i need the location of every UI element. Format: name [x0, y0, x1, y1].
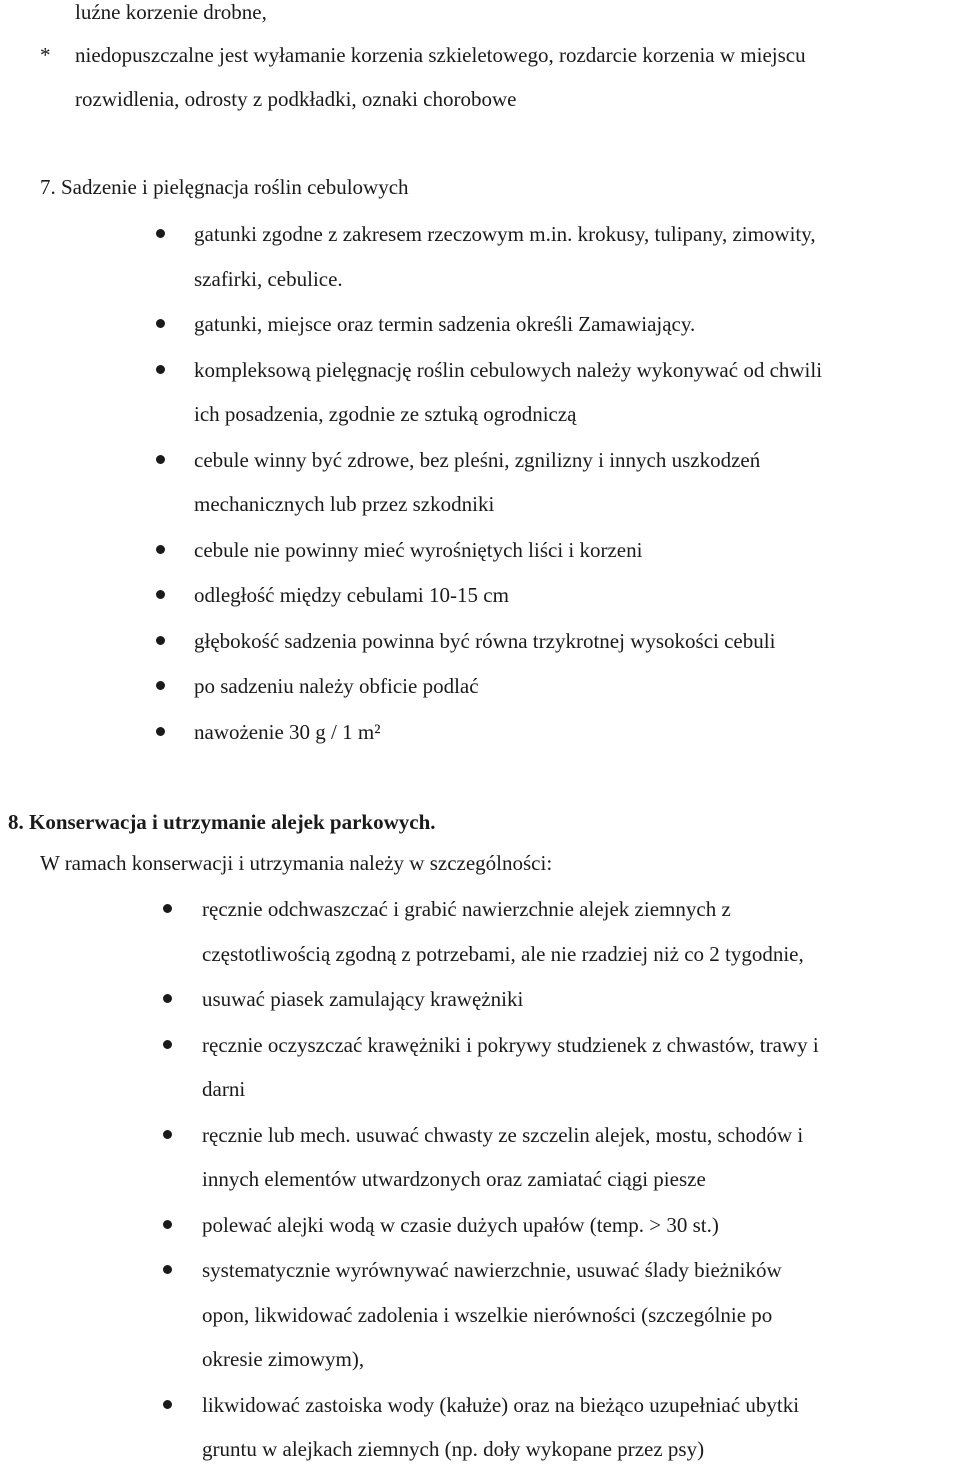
note-marker: *	[40, 43, 51, 67]
list-item-line: darni	[202, 1077, 246, 1101]
list-item-line: innych elementów utwardzonych oraz zamiatać ciągi piesze	[202, 1167, 706, 1191]
list-item-line: ręcznie odchwaszczać i grabić nawierzchnie alejek ziemnych z	[202, 897, 731, 921]
list-item-line: likwidować zastoiska wody (kałuże) oraz na bieżąco uzupełniać ubytki	[202, 1392, 800, 1417]
bullet-icon	[163, 1220, 172, 1229]
bullet-icon	[163, 1130, 172, 1139]
bullet-icon	[156, 229, 165, 238]
list-item-line: okresie zimowym),	[202, 1347, 365, 1371]
intro-line: luźne korzenie drobne,	[75, 0, 267, 24]
list-item-line: odległość między cebulami 10-15 cm	[194, 583, 509, 607]
list-item-line: ich posadzenia, zgodnie ze sztuką ogrodniczą	[194, 402, 577, 426]
note-line-2: rozwidlenia, odrosty z podkładki, oznaki chorobowe	[75, 87, 517, 111]
section-7-heading: 7. Sadzenie i pielęgnacja roślin cebulowych	[40, 175, 409, 199]
list-item-line: głębokość sadzenia powinna być równa trzykrotnej wysokości cebuli	[194, 628, 776, 653]
bullet-icon	[163, 1040, 172, 1049]
bullet-icon	[156, 636, 165, 645]
list-item-line: opon, likwidować zadolenia i wszelkie nierówności (szczególnie po	[202, 1302, 773, 1327]
list-item-line: polewać alejki wodą w czasie dużych upałów (temp. > 30 st.)	[202, 1212, 719, 1237]
list-item-line: po sadzeniu należy obficie podlać	[194, 674, 479, 698]
bullet-icon	[156, 681, 165, 690]
list-item-line: ręcznie oczyszczać krawężniki i pokrywy studzienek z chwastów, trawy i	[202, 1032, 819, 1057]
bullet-icon	[156, 590, 165, 599]
bullet-icon	[163, 994, 172, 1003]
list-item-line: nawożenie 30 g / 1 m²	[194, 719, 381, 744]
bullet-icon	[156, 455, 165, 464]
list-item-line: gatunki, miejsce oraz termin sadzenia określi Zamawiający.	[194, 312, 696, 336]
list-item-line: usuwać piasek zamulający krawężniki	[202, 987, 524, 1011]
bullet-icon	[156, 727, 165, 736]
bullet-icon	[156, 545, 165, 554]
list-item-line: szafirki, cebulice.	[194, 266, 343, 291]
list-item-line: kompleksową pielęgnację roślin cebulowych należy wykonywać od chwili	[194, 357, 823, 382]
bullet-icon	[163, 1400, 172, 1409]
bullet-icon	[163, 1265, 172, 1274]
list-item-line: systematycznie wyrównywać nawierzchnie, usuwać ślady bieżników	[202, 1258, 782, 1282]
bullet-icon	[163, 904, 172, 913]
note-line-1: niedopuszczalne jest wyłamanie korzenia szkieletowego, rozdarcie korzenia w miejscu	[75, 43, 806, 67]
list-item-line: cebule nie powinny mieć wyrośniętych liści i korzeni	[194, 537, 643, 562]
list-item-line: gruntu w alejkach ziemnych (np. doły wykopane przez psy)	[202, 1437, 705, 1461]
list-item-line: mechanicznych lub przez szkodniki	[194, 492, 495, 516]
bullet-icon	[156, 365, 165, 374]
list-item-line: cebule winny być zdrowe, bez pleśni, zgnilizny i innych uszkodzeń	[194, 447, 761, 472]
section-8-intro: W ramach konserwacji i utrzymania należy w szczególności:	[40, 851, 553, 875]
bullet-icon	[156, 319, 165, 328]
list-item-line: ręcznie lub mech. usuwać chwasty ze szczelin alejek, mostu, schodów i	[202, 1122, 804, 1147]
section-8-heading: 8. Konserwacja i utrzymanie alejek parkowych.	[8, 810, 436, 834]
list-item-line: gatunki zgodne z zakresem rzeczowym m.in. krokusy, tulipany, zimowity,	[194, 222, 816, 246]
list-item-line: częstotliwością zgodną z potrzebami, ale nie rzadziej niż co 2 tygodnie,	[202, 941, 804, 966]
